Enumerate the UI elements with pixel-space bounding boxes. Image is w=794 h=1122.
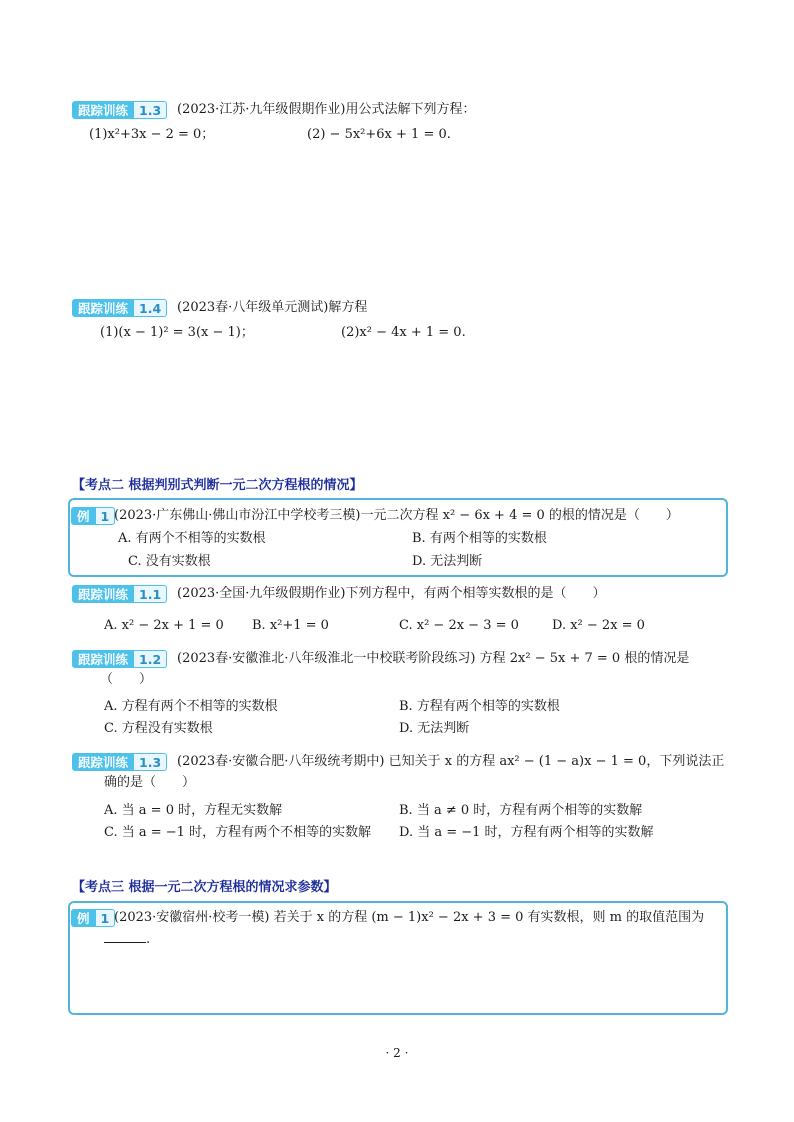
example-tag-number: 1 — [96, 909, 116, 927]
question-stem: (2023·安徽宿州·校考一模) 若关于 x 的方程 (m − 1)x² − 2x + 3 = 0 有实数根，则 m 的取值范围为 — [114, 910, 705, 925]
option-b: B. x²+1 = 0 — [252, 618, 329, 633]
question-stem: (2023春·安徽合肥·八年级统考期中) 已知关于 x 的方程 ax² − (1 − a)x − 1 = 0，下列说法正 — [177, 754, 725, 769]
example-tag — [71, 507, 115, 525]
option-b: B. 当 a ≠ 0 时，方程有两个相等的实数解 — [399, 803, 643, 818]
practice-tag-number: 1.3 — [134, 101, 167, 119]
practice-tag — [72, 585, 167, 603]
practice-tag-number: 1.3 — [134, 753, 167, 771]
practice-tag — [72, 299, 167, 317]
option-d: D. 无法判断 — [399, 721, 470, 736]
option-a: A. 当 a = 0 时，方程无实数解 — [104, 803, 283, 818]
practice-tag-label: 跟踪训练 — [72, 101, 134, 119]
option-c: C. 当 a = −1 时，方程有两个不相等的实数解 — [104, 825, 372, 840]
option-d: D. 无法判断 — [412, 554, 483, 569]
section-heading: 【考点二 根据判别式判断一元二次方程根的情况】 — [72, 478, 363, 493]
question-part-2: (2)x² − 4x + 1 = 0. — [341, 325, 466, 340]
option-b: B. 有两个相等的实数根 — [412, 531, 547, 546]
option-d: D. x² − 2x = 0 — [552, 618, 645, 633]
option-c: C. x² − 2x − 3 = 0 — [399, 618, 519, 633]
practice-tag-label: 跟踪训练 — [72, 753, 134, 771]
practice-tag-number: 1.1 — [134, 585, 167, 603]
practice-tag — [72, 650, 167, 668]
practice-tag — [72, 101, 167, 119]
option-c: C. 没有实数根 — [128, 554, 211, 569]
example-tag — [71, 909, 115, 927]
example-tag-label: 例 — [71, 507, 96, 525]
option-a: A. 方程有两个不相等的实数根 — [104, 699, 278, 714]
question-stem: (2023·江苏·九年级假期作业)用公式法解下列方程： — [177, 102, 476, 117]
example-tag-label: 例 — [71, 909, 96, 927]
option-a: A. 有两个不相等的实数根 — [118, 531, 266, 546]
practice-tag-number: 1.4 — [134, 299, 167, 317]
option-a: A. x² − 2x + 1 = 0 — [104, 618, 224, 633]
practice-tag-label: 跟踪训练 — [72, 585, 134, 603]
question-part-1: (1)x²+3x − 2 = 0； — [89, 127, 215, 142]
answer-blank[interactable] — [104, 930, 146, 943]
practice-tag-label: 跟踪训练 — [72, 650, 134, 668]
answer-blank-tail: . — [146, 932, 151, 947]
page-number: · 2 · — [385, 1046, 409, 1060]
practice-tag — [72, 753, 167, 771]
option-d: D. 当 a = −1 时，方程有两个相等的实数解 — [399, 825, 654, 840]
question-part-2: (2) − 5x²+6x + 1 = 0. — [307, 127, 451, 142]
answer-blank-line — [104, 930, 150, 949]
practice-tag-number: 1.2 — [134, 650, 167, 668]
question-stem-continued: 确的是（ ） — [104, 775, 196, 790]
option-c: C. 方程没有实数根 — [104, 721, 213, 736]
question-stem: (2023·广东佛山·佛山市汾江中学校考三模)一元二次方程 x² − 6x + 4 = 0 的根的情况是（ ） — [114, 508, 679, 523]
question-part-1: (1)(x − 1)² = 3(x − 1)； — [100, 325, 254, 340]
question-stem: (2023·全国·九年级假期作业)下列方程中，有两个相等实数根的是（ ） — [177, 586, 606, 601]
option-b: B. 方程有两个相等的实数根 — [399, 699, 560, 714]
question-stem: (2023春·八年级单元测试)解方程 — [177, 300, 368, 315]
question-stem-continued: （ ） — [100, 672, 153, 687]
practice-tag-label: 跟踪训练 — [72, 299, 134, 317]
example-tag-number: 1 — [96, 507, 116, 525]
section-heading: 【考点三 根据一元二次方程根的情况求参数】 — [72, 880, 337, 895]
question-stem: (2023春·安徽淮北·八年级淮北一中校联考阶段练习) 方程 2x² − 5x + 7 = 0 根的情况是 — [177, 651, 690, 666]
